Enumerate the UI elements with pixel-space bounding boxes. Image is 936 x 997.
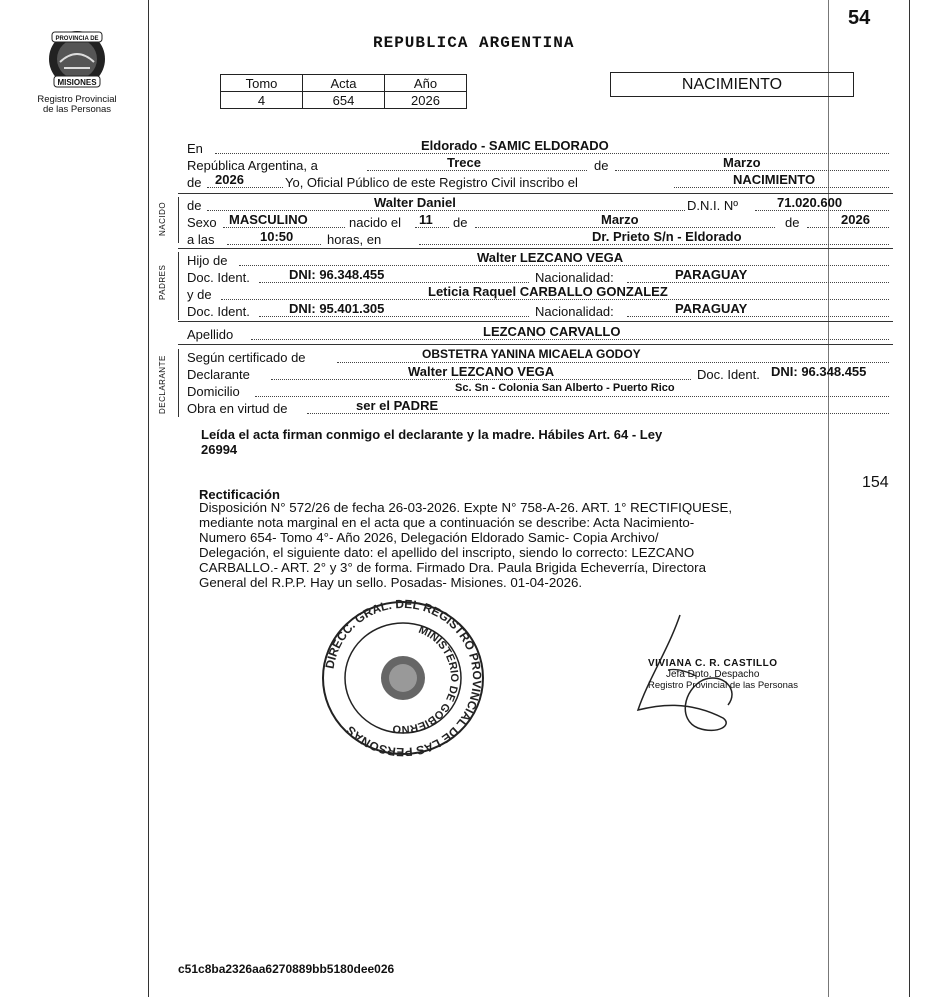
label-de: de [594, 158, 609, 173]
label-hijo: Hijo de [187, 253, 228, 268]
anio-header: Año [385, 75, 467, 92]
side-label-nacido: NACIDO [158, 201, 167, 236]
side-label-padres: PADRES [158, 264, 167, 300]
closing-note [201, 427, 901, 457]
side-label-declarante: DECLARANTE [158, 355, 167, 414]
label-yo: Yo, Oficial Público de este Registro Civil inscribo el [285, 175, 578, 190]
label-en: En [187, 141, 203, 156]
seal-stamp-icon [318, 598, 488, 758]
padres-bar [178, 252, 179, 320]
row-hora [187, 231, 889, 248]
tomo-header: Tomo [221, 75, 303, 92]
row-obra [187, 400, 889, 417]
row-en [187, 140, 889, 157]
value-padre: Walter LEZCANO VEGA [477, 250, 624, 265]
closing-note-line-2: 26994 [201, 442, 238, 457]
section-separator [178, 344, 893, 345]
rect-line-2: mediante nota marginal en el acta que a continuación se describe: Acta Nacimiento- [199, 515, 695, 530]
declarante-bar [178, 349, 179, 417]
closing-note-line-1: Leída el acta firman conmigo el declarante y la madre. Hábiles Art. 64 - Ley [201, 427, 663, 442]
row-de-anio [187, 174, 889, 191]
value-declarante-dni: DNI: 96.348.455 [771, 364, 867, 379]
document-hash: c51c8ba2326aa6270889bb5180dee026 [178, 962, 395, 976]
logo-bottom-text: MISIONES [57, 78, 97, 87]
value-tipo: NACIMIENTO [733, 172, 816, 187]
rectificacion-number: 154 [862, 474, 889, 491]
label-obra: Obra en virtud de [187, 401, 288, 416]
tomo-value: 4 [221, 92, 303, 109]
label-republica: República Argentina, a [187, 158, 318, 173]
label-de-line: de [187, 175, 202, 190]
label-apellido: Apellido [187, 327, 234, 342]
row-apellido [187, 326, 889, 343]
acta-header: Acta [303, 75, 385, 92]
dots [627, 274, 889, 283]
value-mes-nac: Marzo [601, 212, 639, 227]
label-y-de: y de [187, 287, 212, 302]
value-madre: Leticia Raquel CARBALLO GONZALEZ [428, 284, 668, 299]
value-sexo: MASCULINO [229, 212, 308, 227]
logo-caption-line-2: de las Personas [42, 104, 112, 115]
seal-inner-text: MINISTERIO DE GOBIERNO [391, 623, 461, 736]
province-emblem-icon [30, 24, 124, 94]
label-de-a: de [453, 215, 468, 230]
logo-caption [12, 95, 142, 115]
dots [627, 308, 889, 317]
value-lugar-nac: Dr. Prieto S/n - Eldorado [592, 229, 742, 244]
value-hora: 10:50 [260, 229, 294, 244]
value-dni: 71.020.600 [777, 195, 843, 210]
acta-value: 654 [303, 92, 385, 109]
document-type-box: NACIMIENTO [610, 72, 854, 97]
rect-line-5: CARBALLO.- ART. 2° y 3° de forma. Firmado Dra. Paula Brigida Echeverría, Directora [199, 560, 707, 575]
stamp-role: Jefa Dpto. Despacho [666, 669, 760, 680]
value-dia-acta: Trece [447, 155, 481, 170]
label-de-nombre: de [187, 198, 202, 213]
label-doc-ident-3: Doc. Ident. [697, 367, 760, 382]
page-number: 54 [848, 7, 871, 29]
value-domicilio: Sc. Sn - Colonia San Alberto - Puerto Rico [455, 382, 675, 394]
label-nac-2: Nacionalidad: [535, 304, 614, 319]
label-nac-1: Nacionalidad: [535, 270, 614, 285]
value-anio-nac: 2026 [841, 212, 870, 227]
value-dia-nac: 11 [419, 212, 433, 227]
value-madre-nac: PARAGUAY [675, 301, 748, 316]
row-domicilio [187, 383, 889, 400]
label-declarante: Declarante [187, 367, 250, 382]
value-declarante: Walter LEZCANO VEGA [408, 364, 555, 379]
value-nombre: Walter Daniel [374, 195, 456, 210]
label-segun: Según certificado de [187, 350, 306, 365]
logo-top-text: PROVINCIA DE [55, 36, 99, 42]
label-sexo: Sexo [187, 215, 217, 230]
label-doc-ident-2: Doc. Ident. [187, 304, 250, 319]
label-dni: D.N.I. Nº [687, 198, 738, 213]
rectificacion-title: Rectificación [199, 487, 280, 502]
label-horas: horas, en [327, 232, 382, 247]
province-logo [30, 24, 124, 94]
value-apellido: LEZCANO CARVALLO [483, 324, 621, 339]
value-padre-dni: DNI: 96.348.455 [289, 267, 385, 282]
anio-value: 2026 [385, 92, 467, 109]
right-edge-line [909, 0, 910, 997]
stamp-office: Registro Provincial de las Personas [648, 680, 798, 691]
seal-outer-text: DIRECC. GRAL. DEL REGISTRO PROVINCIAL DE LAS PERSONAS [322, 598, 485, 758]
registry-reference-table [220, 74, 467, 109]
value-madre-dni: DNI: 95.401.305 [289, 301, 385, 316]
section-separator [178, 321, 893, 322]
document-title: REPUBLICA ARGENTINA [373, 34, 575, 52]
value-certificado: OBSTETRA YANINA MICAELA GODOY [422, 347, 641, 361]
rectificacion-body [199, 500, 909, 590]
rect-line-4: Delegación, el siguiente dato: el apellido del inscripto, siendo lo correcto: LEZCANO [199, 545, 695, 560]
value-lugar: Eldorado - SAMIC ELDORADO [421, 138, 609, 153]
official-seal [318, 598, 488, 758]
value-padre-nac: PARAGUAY [675, 267, 748, 282]
label-de-b: de [785, 215, 800, 230]
left-margin-line [148, 0, 149, 997]
label-a-las: a las [187, 232, 215, 247]
signature-stamp [648, 658, 798, 691]
nacido-bar [178, 197, 179, 243]
rect-line-1: Disposición N° 572/26 de fecha 26-03-2026. Expte N° 758-A-26. ART. 1° RECTIFIQUESE, [199, 500, 733, 515]
label-doc-ident-1: Doc. Ident. [187, 270, 250, 285]
label-domicilio: Domicilio [187, 384, 240, 399]
label-nacido: nacido el [349, 215, 402, 230]
row-madre-doc [187, 303, 889, 320]
value-obra: ser el PADRE [356, 398, 439, 413]
value-mes-acta: Marzo [723, 155, 761, 170]
rect-line-6: General del R.P.P. Hay un sello. Posadas- Misiones. 01-04-2026. [199, 575, 583, 590]
logo-caption-line-1: Registro Provincial [37, 94, 117, 105]
rect-line-3: Numero 654- Tomo 4°- Año 2026, Delegación Eldorado Samic- Copia Archivo/ [199, 530, 659, 545]
value-anio-acta: 2026 [215, 172, 244, 187]
stamp-name: VIVIANA C. R. CASTILLO [648, 658, 778, 669]
